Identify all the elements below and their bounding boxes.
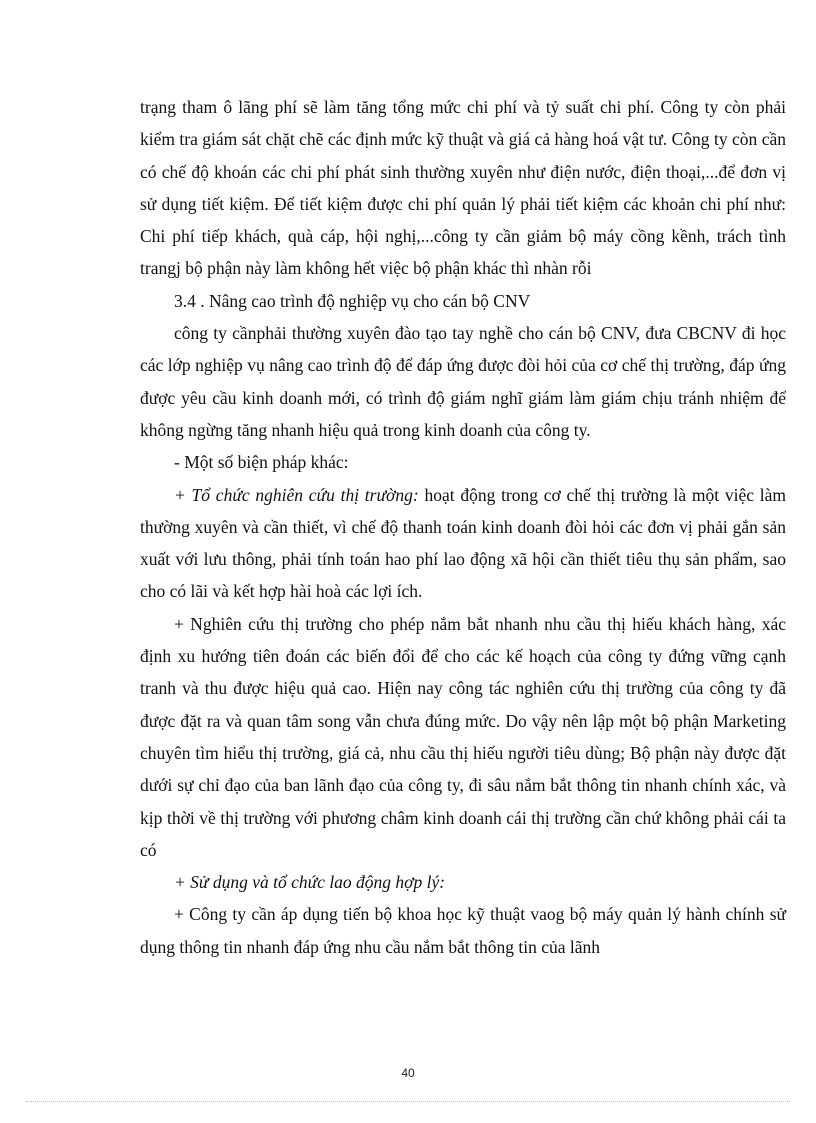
paragraph-continuation: trạng tham ô lãng phí sẽ làm tăng tổng mức chi phí và tỷ suất chi phí. Công ty còn phải kiểm tra giám sát chặt chẽ các định mức kỹ thuật và giá cả hàng hoá vật tư. Công ty còn cần có chế độ khoán các chi phí phát sinh thường xuyên như điện nước, điện thoại,...để đơn vị sử dụng tiết kiệm. Để tiết kiệm được chi phí quản lý phải tiết kiệm các khoản chi phí như: Chi phí tiếp khách, quà cáp, hội nghị,...công ty cần giảm bộ máy cồng kềnh, trách tình trangj bộ phận này làm không hết việc bộ phận khác thì nhàn rỗi [140,97,786,279]
paragraph-market-research-body: hoạt động trong cơ chế thị trường là một việc làm thường xuyên và cần thiết, vì chế độ thanh toán kinh doanh đòi hỏi các đơn vị phải gắn sản xuất với lưu thông, phải tính toán hao phí lao động xã hội cần thiết tiêu thụ sản phẩm, sao cho có lãi và kết hợp hài hoà các lợi ích. [140,484,786,602]
page-bottom-divider [26,1101,790,1102]
paragraph-technology-adoption: + Công ty cần áp dụng tiến bộ khoa học kỹ thuật vaog bộ máy quản lý hành chính sử dụng thông tin nhanh đáp ứng nhu cầu nắm bắt thông tin của lãnh [140,904,786,957]
paragraph-market-research-benefits: + Nghiên cứu thị trường cho phép nắm bắt nhanh nhu cầu thị hiếu khách hàng, xác định xu hướng tiên đoán các biến đổi để cho các kế hoạch của công ty đứng vững cạnh tranh và thu được hiệu quả cao. Hiện nay công tác nghiên cứu thị trường của công ty đã được đặt ra và quan tâm song vẫn chưa đúng mức. Do vậy nên lập một bộ phận Marketing chuyên tìm hiểu thị trường, giá cả, nhu cầu thị hiếu người tiêu dùng; Bộ phận này được đặt dưới sự chỉ đạo của ban lãnh đạo của công ty, đi sâu nắm bắt thông tin nhanh chính xác, và kịp thời về thị trường với phương châm kinh doanh cái thị trường cần chứ không phải cái ta có [140,613,786,860]
page-number: 40 [401,1066,415,1080]
italic-lead-market-research: + Tổ chức nghiên cứu thị trường: [174,484,419,505]
list-heading-other-measures: - Một số biện pháp khác: [174,452,349,473]
paragraph-market-research-org [140,479,786,608]
body-text [140,91,786,963]
paragraph-labor-organization [140,866,786,898]
italic-lead-labor-organization: + Sử dụng và tổ chức lao động hợp lý: [174,872,446,893]
section-heading-3-4: 3.4 . Nâng cao trình độ nghiệp vụ cho cán bộ CNV [174,290,531,311]
paragraph-staff-training: công ty cầnphải thường xuyên đào tạo tay nghề cho cán bộ CNV, đưa CBCNV đi học các lớp nghiệp vụ nâng cao trình độ để đáp ứng được đòi hỏi của cơ chế thị trường, đáp ứng được yêu cầu kinh doanh mới, có trình độ giám nghĩ giám làm giám chịu tránh nhiệm để không ngừng tăng nhanh hiệu quả trong kinh doanh của công ty. [140,323,786,440]
